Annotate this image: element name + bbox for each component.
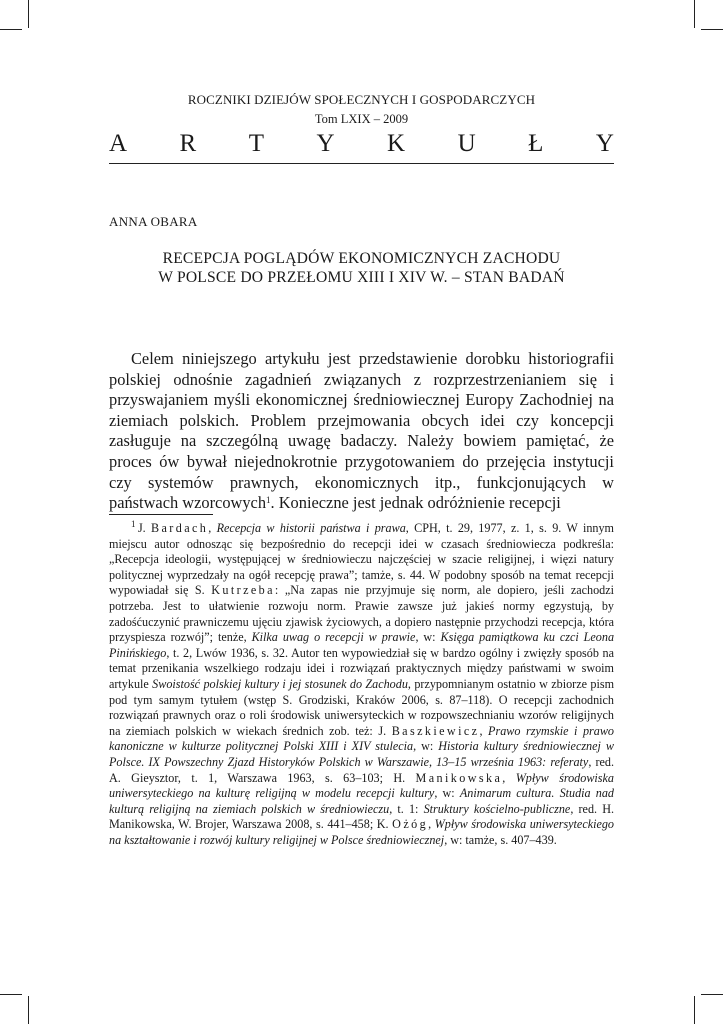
section-letter: A: [109, 130, 128, 157]
footnote: [109, 521, 614, 848]
footnote-paragraph: [109, 521, 614, 848]
title-line-2: W POLSCE DO PRZEŁOMU XIII I XIV W. – STAN BADAŃ: [158, 269, 565, 286]
footnote-rule: [109, 514, 213, 515]
cited-title: Historia kultury średniowiecznej w Polsce. IX Powszechny Zjazd Historyków Polskich w Warszawie, 13–15 września 1963: referaty: [109, 739, 614, 769]
cited-title: Animarum cultura. Studia nad kulturą religijną na ziemiach polskich w średniowieczu: [109, 786, 615, 816]
paragraph-text: Celem niniejszego artykułu jest przedstawienie dorobku historiografii polskiej odnośnie zagadnień związanych z rozprzestrzenianiem się i przyswajaniem myśli ekonomicznej średniowiecznej Europy Zachodniej na ziemiach polskich. Problem przejmowania obcych idei czy koncepcji zasługuje na szczególną uwagę badaczy. Należy bowiem pamiętać, że proces ów bywał niejednokrotnie przygotowaniem do przejęcia instytucji czy systemów prawnych, ekonomicznych itp., funkcjonujących w państwach wzorcowych: [109, 349, 614, 513]
footnote-text: ,: [479, 723, 489, 738]
title-line-1: RECEPCJA POGLĄDÓW EKONOMICZNYCH ZACHODU: [162, 250, 561, 267]
cited-title: Wpływ środowiska uniwersyteckiego na kształtowanie i rozwój kultury religijnej w Polsce średniowiecznej: [109, 817, 614, 847]
footnote-reference[interactable]: 1: [266, 495, 271, 506]
cited-title: Swoistość polskiej kultury i jej stosunek do Zachodu: [152, 676, 408, 691]
footnote-text: , w:: [413, 739, 439, 754]
body-paragraph: [109, 349, 614, 514]
crop-mark-bottom-right-h: [701, 994, 723, 995]
cited-title: Struktury kościelno-publiczne: [423, 801, 571, 816]
cited-title: Recepcja w historii państwa i prawa: [216, 521, 406, 535]
cited-title: Księga pamiątkowa ku czci Leona Pinińskiego: [109, 630, 615, 660]
cited-title: Wpływ środowiska uniwersyteckiego na kulturę religijną w modelu recepcji kultury: [109, 770, 614, 801]
footnote-text: , red. A. Gieysztor, t. 1, Warszawa 1963, s. 63–103; H.: [109, 754, 614, 785]
crop-mark-top-right-h: [701, 29, 723, 30]
cited-author: Bardach: [151, 521, 209, 535]
crop-mark-bottom-left-h: [0, 994, 22, 995]
footnote-text: , w:: [434, 786, 460, 801]
footnote-text: , przypomnianym ostatnio w zbiorze pism pod tym samym tytułem (wstęp S. Grodziski, Kraków 2006, s. 87–118). O recepcji zachodnich rozwiązań prawnych oraz o roli środowisk uniwersyteckich w rozpowszechnianiu wzorów religijnych na ziemiach polskich w wiekach średnich zob. też: J.: [109, 676, 615, 738]
cited-author: Manikowska: [415, 770, 503, 785]
paragraph-text-tail: . Konieczne jest jednak odróżnienie recepcji: [270, 493, 561, 513]
footnote-text: , CPH, t. 29, 1977, z. 1, s. 9. W innym miejscu autor odnosząc się bezpośrednio do recepcji idei w czasach średniowiecza podkreśla: „Recepcja ideologii, występującej w średniowieczu najczęściej w szacie religijnej, i więzi natury politycznej wyprzedzały na ogół recepcję prawa”; tamże, s. 44. W podobny sposób na temat recepcji wypowiadał się S.: [109, 521, 614, 598]
section-letter: U: [457, 130, 476, 157]
cited-author: Baszkiewicz: [391, 723, 480, 738]
section-letter: Y: [595, 130, 614, 157]
crop-mark-bottom-left: [28, 996, 29, 1024]
section-letter: Y: [316, 130, 335, 157]
footnote-text: : „Na zapas nie przyjmuje się norm, ale dopiero, jeśli zachodzi potrzeba. Jest to ułatwienie rozwoju norm. Prawie zawsze już jakieś normy egzystują, by zadośćuczynić prawniczemu ujęciu zjawisk życiowych, a dopiero następnie przychodzi recepcja, która przyspiesza rozwój”; tenże,: [109, 583, 614, 645]
footnote-text: J.: [137, 521, 152, 535]
section-letter: R: [179, 130, 197, 157]
footnote-text: ,: [502, 770, 516, 785]
footnote-text: , t. 1:: [389, 801, 424, 816]
crop-mark-top-left-h: [0, 29, 22, 30]
footnote-text: , t. 2, Lwów 1936, s. 32. Autor ten wypowiedział się w bardzo ogólny i zwięzły sposób na temat przenikania wszelkiego rodzaju idei i rozwiązań praktycznych między państwami w swoim artykule: [109, 645, 614, 691]
section-letter: Ł: [528, 130, 544, 157]
article-author: ANNA OBARA: [109, 214, 198, 229]
crop-mark-top-right: [694, 0, 695, 28]
journal-title: ROCZNIKI DZIEJÓW SPOŁECZNYCH I GOSPODARCZYCH: [187, 92, 536, 107]
cited-author: Ożóg: [392, 817, 429, 832]
cited-title: Kilka uwag o recepcji w prawie: [251, 630, 416, 645]
body-text: [109, 349, 614, 514]
section-letter: K: [387, 130, 406, 157]
volume-label: Tom LXIX – 2009: [314, 112, 409, 126]
crop-mark-bottom-right: [694, 996, 695, 1024]
footnote-text: ,: [208, 521, 217, 535]
footnote-number: 1: [131, 519, 136, 529]
section-letter: T: [248, 130, 264, 157]
crop-mark-top-left: [28, 0, 29, 28]
cited-author: Kutrzeba: [211, 583, 275, 598]
cited-title: Prawo rzymskie i prawo kanoniczne w kulturze politycznej Polski XIII i XIV stulecia: [109, 723, 615, 754]
section-rule: [109, 163, 614, 164]
footnote-text: , red. H. Manikowska, W. Brojer, Warszawa 2008, s. 441–458; K.: [109, 801, 615, 832]
footnote-text: ,: [428, 817, 435, 832]
footnote-text: , w:: [415, 630, 441, 645]
footnote-text: , w: tamże, s. 407–439.: [444, 832, 557, 847]
article-title: [109, 249, 614, 287]
section-heading: [109, 128, 614, 160]
